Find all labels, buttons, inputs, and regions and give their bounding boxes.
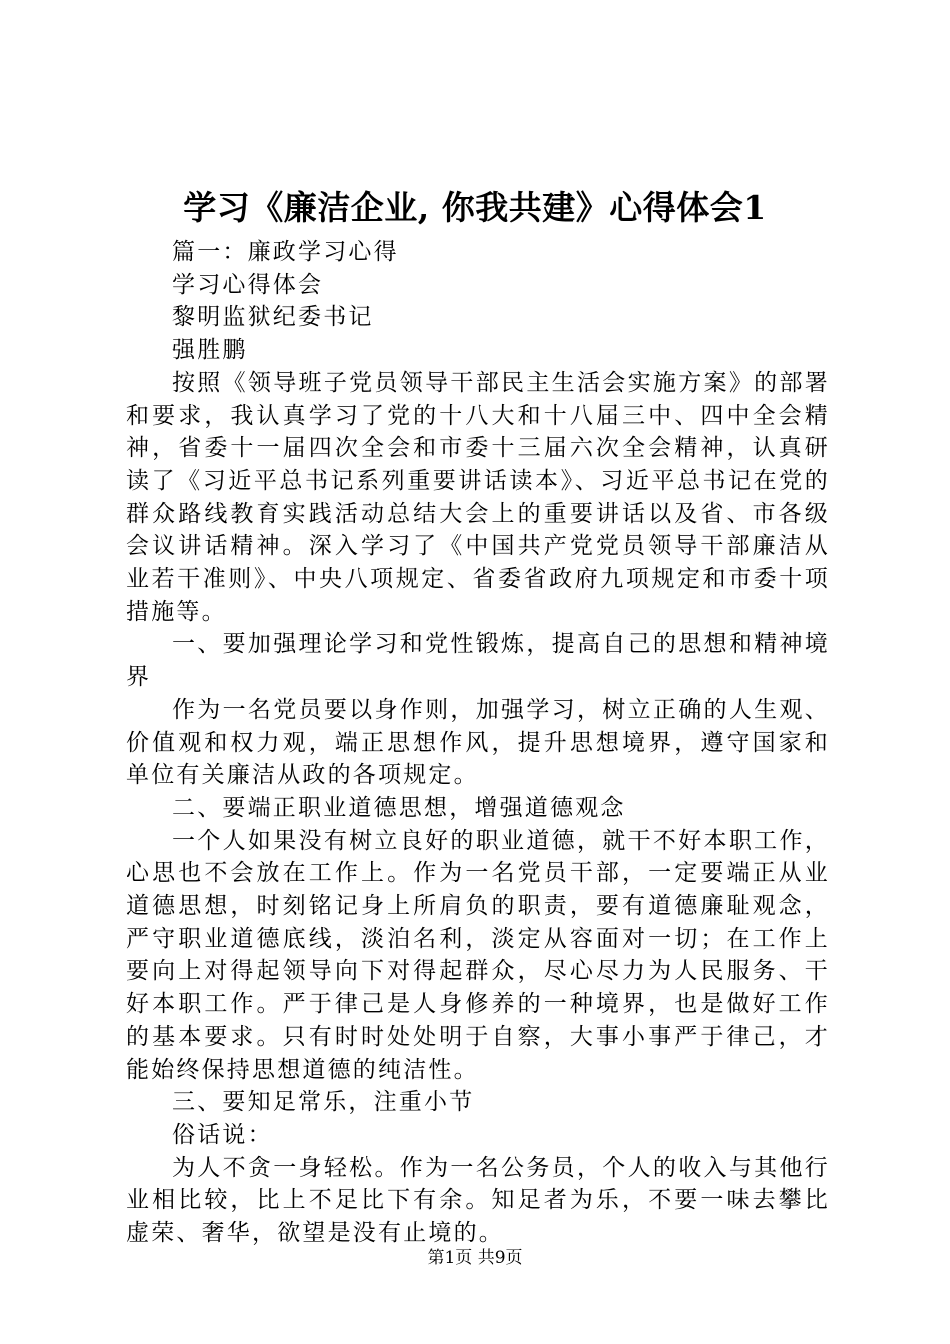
section-heading: 二、要端正职业道德思想，增强道德观念 bbox=[172, 794, 626, 821]
document-body bbox=[126, 236, 830, 1250]
paragraph: 俗话说： bbox=[172, 1121, 273, 1148]
author-position: 黎明监狱纪委书记 bbox=[172, 304, 374, 331]
section-heading: 篇一：廉政学习心得 bbox=[172, 239, 399, 265]
section-heading: 三、要知足常乐，注重小节 bbox=[172, 1089, 475, 1116]
paragraph: 为人不贪一身轻松。作为一名公务员，个人的收入与其他行业相比较，比上不足比下有余。知足者为乐，不要一味去攀比虚荣、奢华，欲望是没有止境的。 bbox=[126, 1154, 830, 1247]
subheading: 学习心得体会 bbox=[172, 271, 324, 298]
author-name: 强胜鹏 bbox=[172, 337, 248, 364]
paragraph: 按照《领导班子党员领导干部民主生活会实施方案》的部署和要求，我认真学习了党的十八大和十八届三中、四中全会精神，省委十一届四次全会和市委十三届六次全会精神，认真研读了《习近平总书记系列重要讲话读本》、习近平总书记在党的群众路线教育实践活动总结大会上的重要讲话以及省、市各级会议讲话精神。深入学习了《中国共产党党员领导干部廉洁从业若干准则》、中央八项规定、省委省政府九项规定和市委十项措施等。 bbox=[126, 369, 830, 625]
page-number: 第1页 共9页 bbox=[427, 1248, 523, 1268]
paragraph: 一个人如果没有树立良好的职业道德，就干不好本职工作，心思也不会放在工作上。作为一名党员干部，一定要端正从业道德思想，时刻铭记身上所肩负的职责，要有道德廉耻观念，严守职业道德底线，淡泊名利，淡定从容面对一切；在工作上要向上对得起领导向下对得起群众，尽心尽力为人民服务、干好本职工作。严于律己是人身修养的一种境界，也是做好工作的基本要求。只有时时处处明于自察，大事小事严于律己，才能始终保持思想道德的纯洁性。 bbox=[126, 827, 830, 1083]
paragraph: 作为一名党员要以身作则，加强学习，树立正确的人生观、价值观和权力观，端正思想作风，提升思想境界，遵守国家和单位有关廉洁从政的各项规定。 bbox=[126, 696, 830, 789]
document-title: 学习《廉洁企业, 你我共建》心得体会1 bbox=[183, 188, 767, 227]
section-heading: 一、要加强理论学习和党性锻炼，提高自己的思想和精神境界 bbox=[126, 631, 830, 691]
